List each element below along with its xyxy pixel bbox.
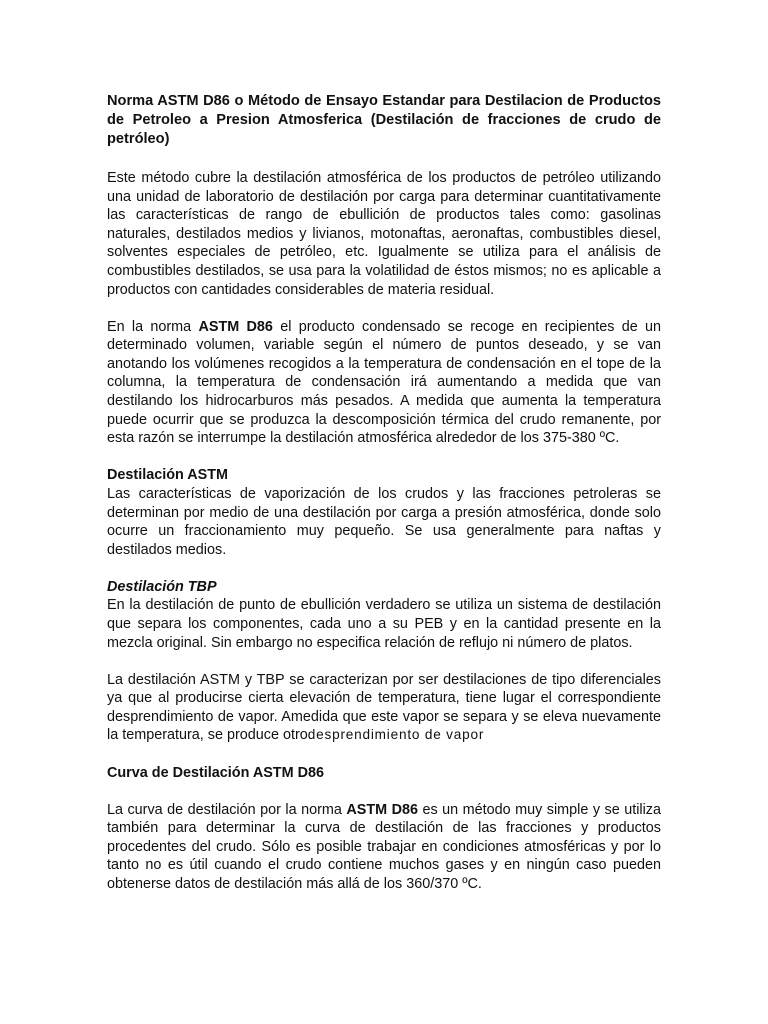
paragraph-norma-after: el producto condensado se recoge en recipientes de un determinado volumen, variable según el número de puntos deseado, y se van anotando los volúmenes recogidos a la temperatura de condensación en el tope de la columna, la temperatura de condensación irá aumentando a medida que van destilando los hidrocarburos más pesados. A medida que aumenta la temperatura puede ocurrir que se produzca la descomposición térmica del crudo remanente, por esta razón se interrumpe la destilación atmosférica alrededor de los 375-380 ºC. [107,318,661,447]
paragraph-diferenciales-spaced: desprendimiento de vapor [307,727,485,743]
paragraph-norma-before: En la norma [107,318,199,335]
paragraph-intro: Este método cubre la destilación atmosférica de los productos de petróleo utilizando una unidad de laboratorio de destilación por carga para determinar cuantitativamente las características de rango de ebullición de productos tales como: gasolinas naturales, destilados medios y livianos, motonaftas, aeronaftas, combustibles diesel, solventes especiales de petróleo, etc. Igualmente se utiliza para el análisis de combustibles destilados, se usa para la volatilidad de éstos mismos; no es aplicable a productos con cantidades considerables de materia residual. [107,170,661,298]
paragraph-diferenciales [107,671,661,745]
heading-destilacion-tbp: Destilación TBP [107,578,217,595]
paragraph-diferenciales-main: La destilación ASTM y TBP se caracterizan por ser destilaciones de tipo diferenciales ya que al producirse cierta elevación de temperatura, tiene lugar el correspondiente desprendimiento de vapor. Amedida que este vapor se separa y se eleva nuevamente la temperatura, se produce otro [107,671,661,744]
paragraph-curva [107,801,661,894]
paragraph-curva-bold: ASTM D86 [346,801,418,818]
heading-curva-destilacion: Curva de Destilación ASTM D86 [107,764,324,781]
heading-destilacion-astm: Destilación ASTM [107,467,229,484]
paragraph-astm: Las características de vaporización de los crudos y las fracciones petroleras se determinan por medio de una destilación por carga a presión atmosférica, donde solo ocurre un fraccionamiento muy pequeño. Se usa generalmente para naftas y destilados medios. [107,485,661,558]
paragraph-norma-bold: ASTM D86 [198,318,273,335]
paragraph-tbp: En la destilación de punto de ebullición verdadero se utiliza un sistema de destilación que separa los componentes, cada uno a su PEB y en la cantidad presente en la mezcla original. Sin embargo no especifica relación de reflujo ni número de platos. [107,597,661,651]
document-title: Norma ASTM D86 o Método de Ensayo Estandar para Destilacion de Productos de Petroleo a Presion Atmosferica (Destilación de fracciones de crudo de petróleo) [107,93,661,147]
paragraph-curva-before: La curva de destilación por la norma [107,801,347,818]
paragraph-norma [107,318,661,448]
paragraph-curva-after: es un método muy simple y se utiliza también para determinar la curva de destilación de las fracciones y productos procedentes del crudo. Sólo es posible trabajar en condiciones atmosféricas y por lo tanto no es útil cuando el crudo contiene muchos gases y en ningún caso pueden obtenerse datos de destilación más allá de los 360/370 ºC. [107,801,661,892]
